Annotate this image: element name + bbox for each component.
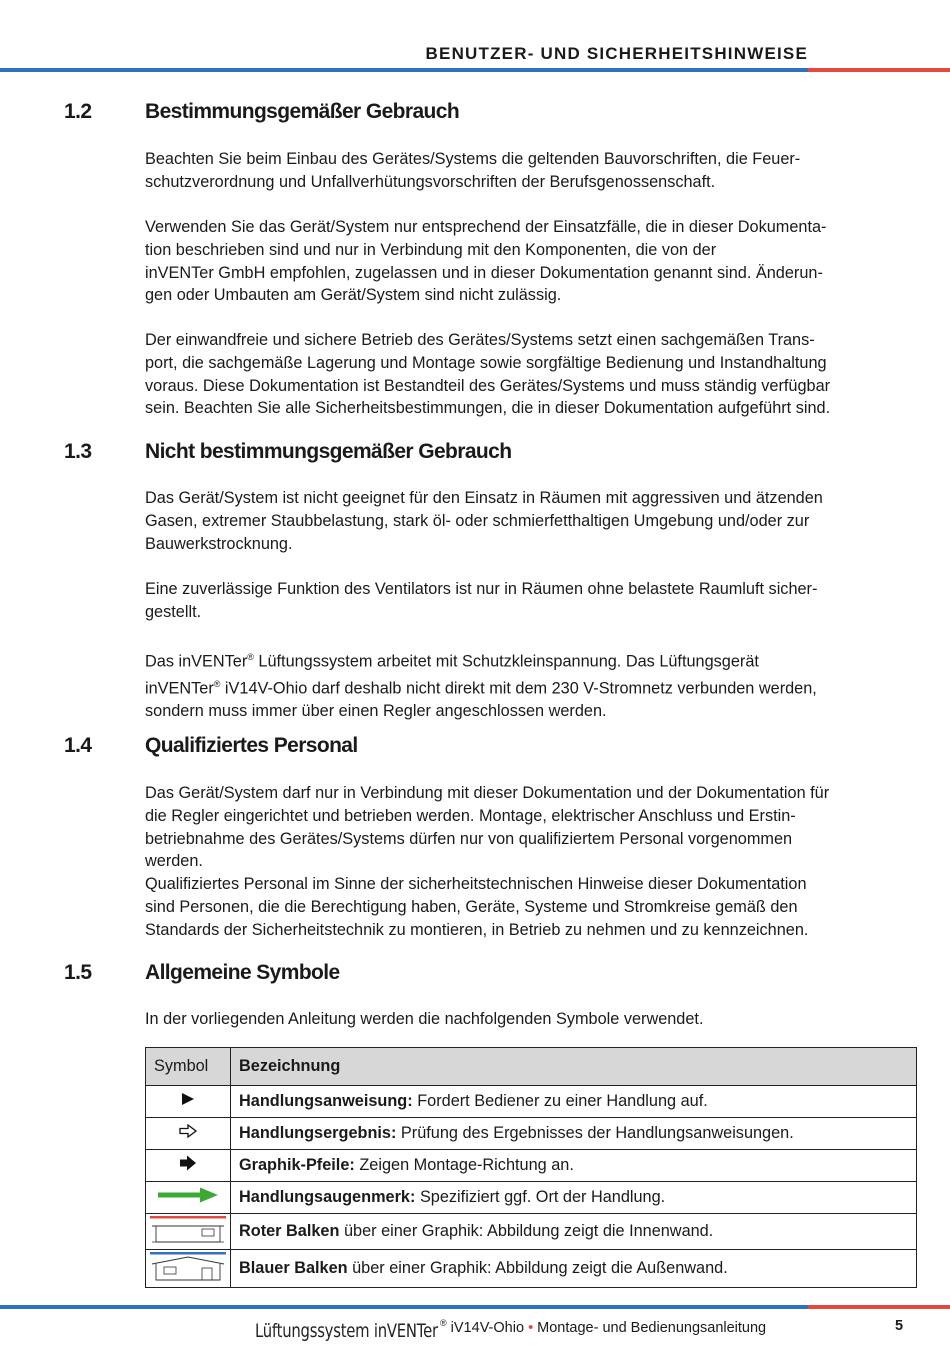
filled-triangle-arrow-icon [180,1092,196,1106]
symbol-table [145,1047,917,1288]
brand-logo: Lüftungssystem inVENTer [255,1320,438,1342]
paragraph: Das inVENTer® Lüftungssystem arbeitet mit Schutzkleinspannung. Das Lüftungsgerät inVENTer® iV14V-Ohio darf deshalb nicht direkt mit dem 230 V-Stromnetz verbunden werden, sondern muss immer über einen Regler angeschlossen werden. [145,652,817,721]
outline-arrow-icon [178,1124,198,1138]
paragraph: In der vorliegenden Anleitung werden die nachfolgenden Symbole verwendet. [145,1010,704,1028]
page-number: 5 [895,1318,904,1334]
table-header-symbol: Symbol [146,1048,231,1086]
bold-arrow-icon [178,1155,198,1171]
header-rule [0,68,950,72]
table-row: Blauer Balken über einer Graphik: Abbildung zeigt die Außenwand. [146,1250,917,1288]
footer-document-title: ® iV14V-Ohio • Montage- und Bedienungsanleitung [440,1318,767,1336]
paragraph: Verwenden Sie das Gerät/System nur entsprechend der Einsatzfälle, die in dieser Dokumenta- tion beschrieben sind und nur in Verbindung mit den Komponenten, die von der inVENTer GmbH empfohlen, zugelassen und in dieser Dokumentation genannt sind. Änderun- gen oder Umbauten am Gerät/System sind nicht zulässig. [145,218,827,305]
section-number: 1.4 [64,734,92,757]
paragraph: Das Gerät/System ist nicht geeignet für den Einsatz in Räumen mit aggressiven und ätzenden Gasen, extremer Staubbelastung, stark öl- oder schmierfetthaltigen Umgebung und/oder zur Bauwerkstrocknung. [145,489,823,553]
table-row: Roter Balken über einer Graphik: Abbildung zeigt die Innenwand. [146,1214,917,1250]
table-row: Graphik-Pfeile: Zeigen Montage-Richtung an. [146,1150,917,1182]
paragraph: Das Gerät/System darf nur in Verbindung mit dieser Dokumentation und der Dokumentation für die Regler eingerichtet und betrieben werden. Montage, elektrischer Anschluss und Erstin- betriebnahme des Gerätes/Systems dürfen nur von qualifiziertem Personal vorgenommen werden. Qualifiziertes Personal im Sinne der sicherheitstechnischen Hinweise dieser Dokumentation sind Personen, die die Berechtigung haben, Geräte, Systeme und Stromkreise gemäß den Standards der Sicherheitstechnik zu montieren, in Betrieb zu nehmen und zu kennzeichnen. [145,784,830,939]
footer-rule [0,1305,950,1309]
section-number: 1.3 [64,440,92,463]
table-row: Handlungsaugenmerk: Spezifiziert ggf. Ort der Handlung. [146,1182,917,1214]
blue-bar-house-icon [146,1250,230,1282]
green-arrow-icon [156,1187,220,1203]
paragraph: Eine zuverlässige Funktion des Ventilators ist nur in Räumen ohne belastete Raumluft sicher- gestellt. [145,580,818,621]
section-title: Bestimmungsgemäßer Gebrauch [145,100,460,123]
section-title: Allgemeine Symbole [145,961,340,984]
section-title: Qualifiziertes Personal [145,734,358,757]
red-bar-house-icon [146,1214,230,1244]
section-number: 1.5 [64,961,92,984]
section-number: 1.2 [64,100,92,123]
table-header-description: Bezeichnung [231,1048,917,1086]
table-row: Handlungsergebnis: Prüfung des Ergebnisses der Handlungsanweisungen. [146,1118,917,1150]
table-row: Handlungsanweisung: Fordert Bediener zu einer Handlung auf. [146,1086,917,1118]
paragraph: Beachten Sie beim Einbau des Gerätes/Systems die geltenden Bauvorschriften, die Feuer- schutzverordnung und Unfallverhütungsvorschriften der Berufsgenossenschaft. [145,150,801,191]
header-title: BENUTZER- UND SICHERHEITSHINWEISE [425,44,808,63]
paragraph: Der einwandfreie und sichere Betrieb des Gerätes/Systems setzt einen sachgemäßen Trans- port, die sachgemäße Lagerung und Montage sowie sorgfältige Bedienung und Instandhaltung voraus. Diese Dokumentation ist Bestandteil des Gerätes/Systems und muss ständig verfügbar sein. Beachten Sie alle Sicherheitsbestimmungen, die in dieser Dokumentation aufgeführt sind. [145,331,831,418]
section-title: Nicht bestimmungsgemäßer Gebrauch [145,440,512,463]
